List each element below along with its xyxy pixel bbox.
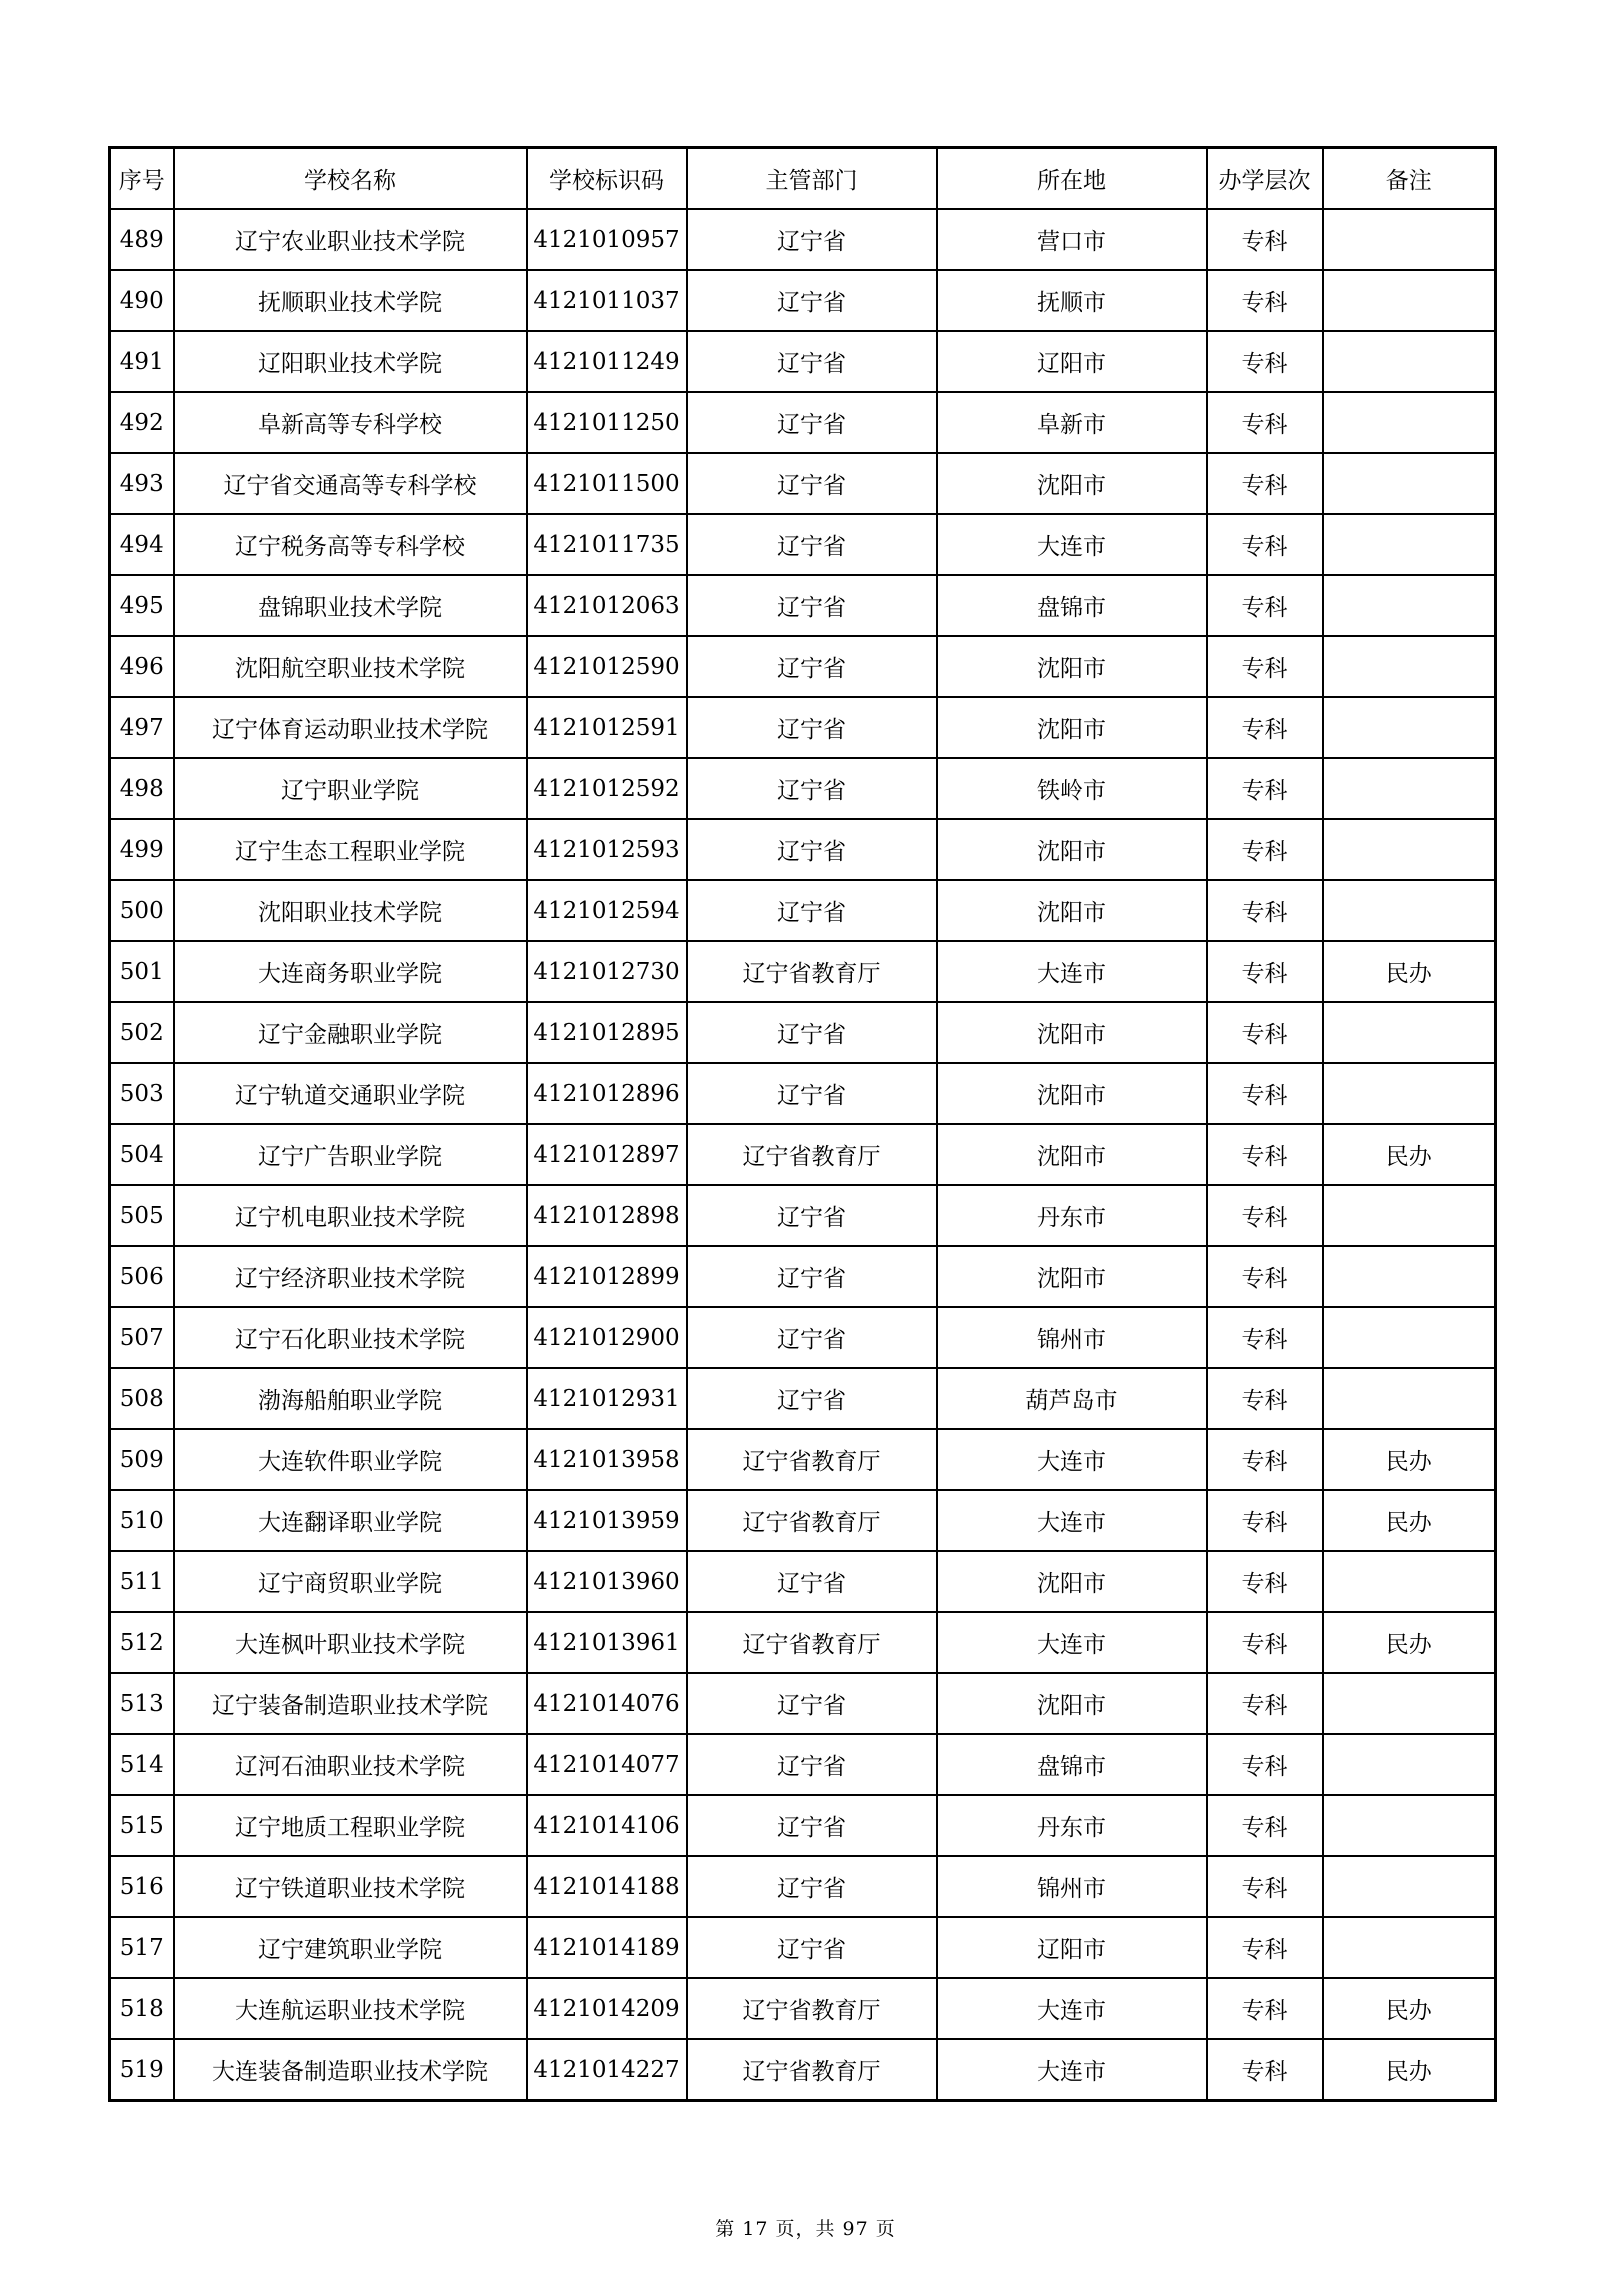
table-row: [110, 1795, 1496, 1856]
cell-education-level: 专科: [1207, 1307, 1323, 1368]
cell-school-code: 4121014077: [527, 1734, 687, 1795]
cell-authority: 辽宁省: [687, 636, 937, 697]
cell-education-level: 专科: [1207, 392, 1323, 453]
cell-location: 辽阳市: [937, 1917, 1207, 1978]
cell-authority: 辽宁省: [687, 758, 937, 819]
cell-education-level: 专科: [1207, 1185, 1323, 1246]
cell-school-code: 4121014076: [527, 1673, 687, 1734]
table-row: [110, 392, 1496, 453]
cell-education-level: 专科: [1207, 1856, 1323, 1917]
cell-location: 丹东市: [937, 1795, 1207, 1856]
cell-serial-number: 496: [110, 636, 174, 697]
cell-authority: 辽宁省: [687, 1368, 937, 1429]
cell-education-level: 专科: [1207, 1429, 1323, 1490]
cell-authority: 辽宁省: [687, 1307, 937, 1368]
table-row: [110, 636, 1496, 697]
table-row: [110, 1917, 1496, 1978]
cell-education-level: 专科: [1207, 1368, 1323, 1429]
cell-remarks: [1323, 1856, 1496, 1917]
table-row: [110, 1429, 1496, 1490]
cell-education-level: 专科: [1207, 1551, 1323, 1612]
cell-remarks: 民办: [1323, 1429, 1496, 1490]
cell-location: 营口市: [937, 209, 1207, 270]
cell-authority: 辽宁省: [687, 209, 937, 270]
table-header-row: [110, 148, 1496, 210]
cell-school-name: 辽宁税务高等专科学校: [174, 514, 527, 575]
cell-remarks: [1323, 1795, 1496, 1856]
cell-authority: 辽宁省: [687, 1856, 937, 1917]
cell-location: 盘锦市: [937, 1734, 1207, 1795]
cell-authority: 辽宁省教育厅: [687, 1429, 937, 1490]
cell-school-code: 4121012899: [527, 1246, 687, 1307]
cell-location: 沈阳市: [937, 880, 1207, 941]
cell-school-name: 辽宁职业学院: [174, 758, 527, 819]
table-row: [110, 1063, 1496, 1124]
cell-school-code: 4121012900: [527, 1307, 687, 1368]
cell-serial-number: 507: [110, 1307, 174, 1368]
cell-school-code: 4121014106: [527, 1795, 687, 1856]
cell-serial-number: 503: [110, 1063, 174, 1124]
cell-authority: 辽宁省: [687, 514, 937, 575]
cell-school-code: 4121011500: [527, 453, 687, 514]
cell-serial-number: 512: [110, 1612, 174, 1673]
cell-remarks: 民办: [1323, 1612, 1496, 1673]
table-row: [110, 1185, 1496, 1246]
cell-school-code: 4121010957: [527, 209, 687, 270]
header-school-code: 学校标识码: [527, 148, 687, 210]
cell-remarks: 民办: [1323, 941, 1496, 1002]
cell-remarks: [1323, 514, 1496, 575]
cell-school-name: 辽宁生态工程职业学院: [174, 819, 527, 880]
cell-school-code: 4121013958: [527, 1429, 687, 1490]
cell-school-name: 盘锦职业技术学院: [174, 575, 527, 636]
cell-school-code: 4121014209: [527, 1978, 687, 2039]
cell-serial-number: 515: [110, 1795, 174, 1856]
cell-school-name: 大连航运职业技术学院: [174, 1978, 527, 2039]
table-row: [110, 209, 1496, 270]
cell-serial-number: 498: [110, 758, 174, 819]
table-row: [110, 1246, 1496, 1307]
cell-school-code: 4121012590: [527, 636, 687, 697]
cell-serial-number: 519: [110, 2039, 174, 2101]
cell-serial-number: 513: [110, 1673, 174, 1734]
cell-remarks: [1323, 819, 1496, 880]
cell-location: 锦州市: [937, 1307, 1207, 1368]
cell-remarks: [1323, 1551, 1496, 1612]
table-row: [110, 1124, 1496, 1185]
cell-location: 沈阳市: [937, 1551, 1207, 1612]
cell-serial-number: 516: [110, 1856, 174, 1917]
cell-location: 沈阳市: [937, 819, 1207, 880]
cell-authority: 辽宁省教育厅: [687, 941, 937, 1002]
table-row: [110, 1856, 1496, 1917]
cell-serial-number: 489: [110, 209, 174, 270]
cell-remarks: [1323, 880, 1496, 941]
cell-authority: 辽宁省: [687, 1673, 937, 1734]
cell-serial-number: 517: [110, 1917, 174, 1978]
cell-authority: 辽宁省: [687, 575, 937, 636]
cell-school-code: 4121012896: [527, 1063, 687, 1124]
table-row: [110, 514, 1496, 575]
cell-school-code: 4121012897: [527, 1124, 687, 1185]
table-row: [110, 1612, 1496, 1673]
cell-education-level: 专科: [1207, 1002, 1323, 1063]
table-row: [110, 1002, 1496, 1063]
cell-authority: 辽宁省: [687, 1795, 937, 1856]
cell-education-level: 专科: [1207, 1673, 1323, 1734]
cell-education-level: 专科: [1207, 1734, 1323, 1795]
cell-school-code: 4121013960: [527, 1551, 687, 1612]
cell-remarks: [1323, 697, 1496, 758]
cell-school-code: 4121012593: [527, 819, 687, 880]
cell-school-code: 4121012594: [527, 880, 687, 941]
cell-authority: 辽宁省: [687, 1734, 937, 1795]
cell-location: 辽阳市: [937, 331, 1207, 392]
cell-education-level: 专科: [1207, 1917, 1323, 1978]
cell-location: 沈阳市: [937, 697, 1207, 758]
header-authority: 主管部门: [687, 148, 937, 210]
cell-school-code: 4121011250: [527, 392, 687, 453]
cell-remarks: [1323, 1002, 1496, 1063]
cell-school-name: 辽宁广告职业学院: [174, 1124, 527, 1185]
cell-serial-number: 504: [110, 1124, 174, 1185]
header-remarks: 备注: [1323, 148, 1496, 210]
cell-school-code: 4121013961: [527, 1612, 687, 1673]
cell-school-code: 4121012591: [527, 697, 687, 758]
cell-school-name: 阜新高等专科学校: [174, 392, 527, 453]
cell-school-code: 4121012931: [527, 1368, 687, 1429]
cell-location: 盘锦市: [937, 575, 1207, 636]
header-school-name: 学校名称: [174, 148, 527, 210]
cell-authority: 辽宁省: [687, 1063, 937, 1124]
cell-authority: 辽宁省教育厅: [687, 1978, 937, 2039]
cell-education-level: 专科: [1207, 270, 1323, 331]
cell-school-code: 4121012895: [527, 1002, 687, 1063]
cell-location: 阜新市: [937, 392, 1207, 453]
cell-education-level: 专科: [1207, 331, 1323, 392]
cell-serial-number: 493: [110, 453, 174, 514]
cell-remarks: [1323, 575, 1496, 636]
cell-remarks: [1323, 331, 1496, 392]
cell-school-name: 大连枫叶职业技术学院: [174, 1612, 527, 1673]
cell-authority: 辽宁省: [687, 1551, 937, 1612]
table-row: [110, 270, 1496, 331]
cell-authority: 辽宁省教育厅: [687, 2039, 937, 2101]
cell-school-name: 抚顺职业技术学院: [174, 270, 527, 331]
cell-school-name: 辽宁农业职业技术学院: [174, 209, 527, 270]
cell-school-name: 沈阳航空职业技术学院: [174, 636, 527, 697]
cell-school-code: 4121012898: [527, 1185, 687, 1246]
cell-remarks: [1323, 1673, 1496, 1734]
cell-school-name: 辽宁铁道职业技术学院: [174, 1856, 527, 1917]
cell-remarks: [1323, 1368, 1496, 1429]
header-education-level: 办学层次: [1207, 148, 1323, 210]
cell-education-level: 专科: [1207, 1490, 1323, 1551]
cell-location: 沈阳市: [937, 1124, 1207, 1185]
cell-authority: 辽宁省: [687, 453, 937, 514]
cell-authority: 辽宁省: [687, 880, 937, 941]
cell-school-code: 4121011037: [527, 270, 687, 331]
cell-serial-number: 511: [110, 1551, 174, 1612]
table-row: [110, 941, 1496, 1002]
cell-school-name: 沈阳职业技术学院: [174, 880, 527, 941]
table-row: [110, 575, 1496, 636]
school-list-table: [108, 146, 1497, 2102]
cell-school-name: 辽宁省交通高等专科学校: [174, 453, 527, 514]
cell-authority: 辽宁省: [687, 1185, 937, 1246]
cell-education-level: 专科: [1207, 758, 1323, 819]
cell-authority: 辽宁省: [687, 392, 937, 453]
cell-education-level: 专科: [1207, 636, 1323, 697]
table-row: [110, 2039, 1496, 2101]
cell-school-name: 渤海船舶职业学院: [174, 1368, 527, 1429]
cell-school-name: 辽宁石化职业技术学院: [174, 1307, 527, 1368]
cell-remarks: [1323, 758, 1496, 819]
table-row: [110, 331, 1496, 392]
table-row: [110, 1368, 1496, 1429]
cell-serial-number: 502: [110, 1002, 174, 1063]
cell-school-name: 辽宁金融职业学院: [174, 1002, 527, 1063]
cell-location: 沈阳市: [937, 453, 1207, 514]
cell-location: 大连市: [937, 1490, 1207, 1551]
table-row: [110, 819, 1496, 880]
cell-remarks: [1323, 209, 1496, 270]
table-row: [110, 1551, 1496, 1612]
cell-education-level: 专科: [1207, 941, 1323, 1002]
cell-remarks: [1323, 1246, 1496, 1307]
cell-location: 大连市: [937, 2039, 1207, 2101]
cell-authority: 辽宁省: [687, 819, 937, 880]
cell-remarks: 民办: [1323, 2039, 1496, 2101]
cell-education-level: 专科: [1207, 1063, 1323, 1124]
cell-location: 铁岭市: [937, 758, 1207, 819]
cell-remarks: [1323, 1917, 1496, 1978]
cell-serial-number: 499: [110, 819, 174, 880]
cell-serial-number: 490: [110, 270, 174, 331]
cell-school-name: 大连软件职业学院: [174, 1429, 527, 1490]
cell-location: 沈阳市: [937, 1002, 1207, 1063]
cell-school-code: 4121014227: [527, 2039, 687, 2101]
cell-remarks: 民办: [1323, 1124, 1496, 1185]
cell-education-level: 专科: [1207, 514, 1323, 575]
cell-school-code: 4121013959: [527, 1490, 687, 1551]
cell-location: 沈阳市: [937, 1063, 1207, 1124]
cell-authority: 辽宁省: [687, 270, 937, 331]
cell-school-name: 大连翻译职业学院: [174, 1490, 527, 1551]
cell-remarks: [1323, 270, 1496, 331]
cell-serial-number: 494: [110, 514, 174, 575]
cell-serial-number: 510: [110, 1490, 174, 1551]
cell-remarks: [1323, 1185, 1496, 1246]
cell-school-code: 4121011249: [527, 331, 687, 392]
cell-serial-number: 492: [110, 392, 174, 453]
cell-location: 大连市: [937, 1612, 1207, 1673]
cell-authority: 辽宁省教育厅: [687, 1490, 937, 1551]
cell-school-name: 辽阳职业技术学院: [174, 331, 527, 392]
cell-authority: 辽宁省: [687, 697, 937, 758]
cell-school-code: 4121012592: [527, 758, 687, 819]
cell-school-code: 4121011735: [527, 514, 687, 575]
cell-authority: 辽宁省: [687, 1917, 937, 1978]
cell-remarks: [1323, 1307, 1496, 1368]
table-row: [110, 1490, 1496, 1551]
cell-serial-number: 514: [110, 1734, 174, 1795]
cell-education-level: 专科: [1207, 453, 1323, 514]
cell-school-name: 辽河石油职业技术学院: [174, 1734, 527, 1795]
cell-serial-number: 495: [110, 575, 174, 636]
cell-education-level: 专科: [1207, 819, 1323, 880]
header-serial-number: 序号: [110, 148, 174, 210]
table-row: [110, 1734, 1496, 1795]
cell-remarks: 民办: [1323, 1978, 1496, 2039]
cell-serial-number: 501: [110, 941, 174, 1002]
cell-serial-number: 518: [110, 1978, 174, 2039]
table-row: [110, 880, 1496, 941]
cell-remarks: 民办: [1323, 1490, 1496, 1551]
cell-remarks: [1323, 392, 1496, 453]
cell-remarks: [1323, 1734, 1496, 1795]
cell-serial-number: 505: [110, 1185, 174, 1246]
cell-location: 沈阳市: [937, 1246, 1207, 1307]
cell-location: 大连市: [937, 514, 1207, 575]
cell-serial-number: 506: [110, 1246, 174, 1307]
cell-serial-number: 500: [110, 880, 174, 941]
cell-education-level: 专科: [1207, 880, 1323, 941]
cell-school-name: 大连装备制造职业技术学院: [174, 2039, 527, 2101]
cell-education-level: 专科: [1207, 1246, 1323, 1307]
cell-location: 抚顺市: [937, 270, 1207, 331]
cell-school-code: 4121012730: [527, 941, 687, 1002]
cell-school-name: 大连商务职业学院: [174, 941, 527, 1002]
cell-remarks: [1323, 636, 1496, 697]
cell-school-name: 辽宁商贸职业学院: [174, 1551, 527, 1612]
table-row: [110, 758, 1496, 819]
cell-authority: 辽宁省: [687, 331, 937, 392]
cell-authority: 辽宁省: [687, 1002, 937, 1063]
cell-education-level: 专科: [1207, 2039, 1323, 2101]
cell-location: 大连市: [937, 1978, 1207, 2039]
header-location: 所在地: [937, 148, 1207, 210]
cell-school-name: 辽宁地质工程职业学院: [174, 1795, 527, 1856]
cell-school-name: 辽宁建筑职业学院: [174, 1917, 527, 1978]
cell-school-name: 辽宁经济职业技术学院: [174, 1246, 527, 1307]
cell-location: 沈阳市: [937, 1673, 1207, 1734]
cell-location: 锦州市: [937, 1856, 1207, 1917]
cell-location: 沈阳市: [937, 636, 1207, 697]
page-number: 第 17 页，共 97 页: [715, 2218, 896, 2240]
cell-serial-number: 491: [110, 331, 174, 392]
table-row: [110, 1978, 1496, 2039]
cell-education-level: 专科: [1207, 1795, 1323, 1856]
cell-school-name: 辽宁体育运动职业技术学院: [174, 697, 527, 758]
cell-education-level: 专科: [1207, 575, 1323, 636]
cell-education-level: 专科: [1207, 1124, 1323, 1185]
cell-school-name: 辽宁装备制造职业技术学院: [174, 1673, 527, 1734]
cell-remarks: [1323, 1063, 1496, 1124]
cell-school-name: 辽宁轨道交通职业学院: [174, 1063, 527, 1124]
table-row: [110, 1673, 1496, 1734]
cell-location: 葫芦岛市: [937, 1368, 1207, 1429]
cell-authority: 辽宁省教育厅: [687, 1124, 937, 1185]
cell-location: 大连市: [937, 1429, 1207, 1490]
cell-education-level: 专科: [1207, 1978, 1323, 2039]
cell-serial-number: 508: [110, 1368, 174, 1429]
table-body: [110, 209, 1496, 2101]
cell-education-level: 专科: [1207, 697, 1323, 758]
table-row: [110, 697, 1496, 758]
cell-authority: 辽宁省: [687, 1246, 937, 1307]
cell-authority: 辽宁省教育厅: [687, 1612, 937, 1673]
cell-school-code: 4121014188: [527, 1856, 687, 1917]
cell-education-level: 专科: [1207, 1612, 1323, 1673]
cell-school-name: 辽宁机电职业技术学院: [174, 1185, 527, 1246]
table-row: [110, 453, 1496, 514]
cell-school-code: 4121012063: [527, 575, 687, 636]
cell-remarks: [1323, 453, 1496, 514]
table-row: [110, 1307, 1496, 1368]
cell-serial-number: 497: [110, 697, 174, 758]
cell-education-level: 专科: [1207, 209, 1323, 270]
cell-school-code: 4121014189: [527, 1917, 687, 1978]
cell-location: 大连市: [937, 941, 1207, 1002]
cell-serial-number: 509: [110, 1429, 174, 1490]
cell-location: 丹东市: [937, 1185, 1207, 1246]
